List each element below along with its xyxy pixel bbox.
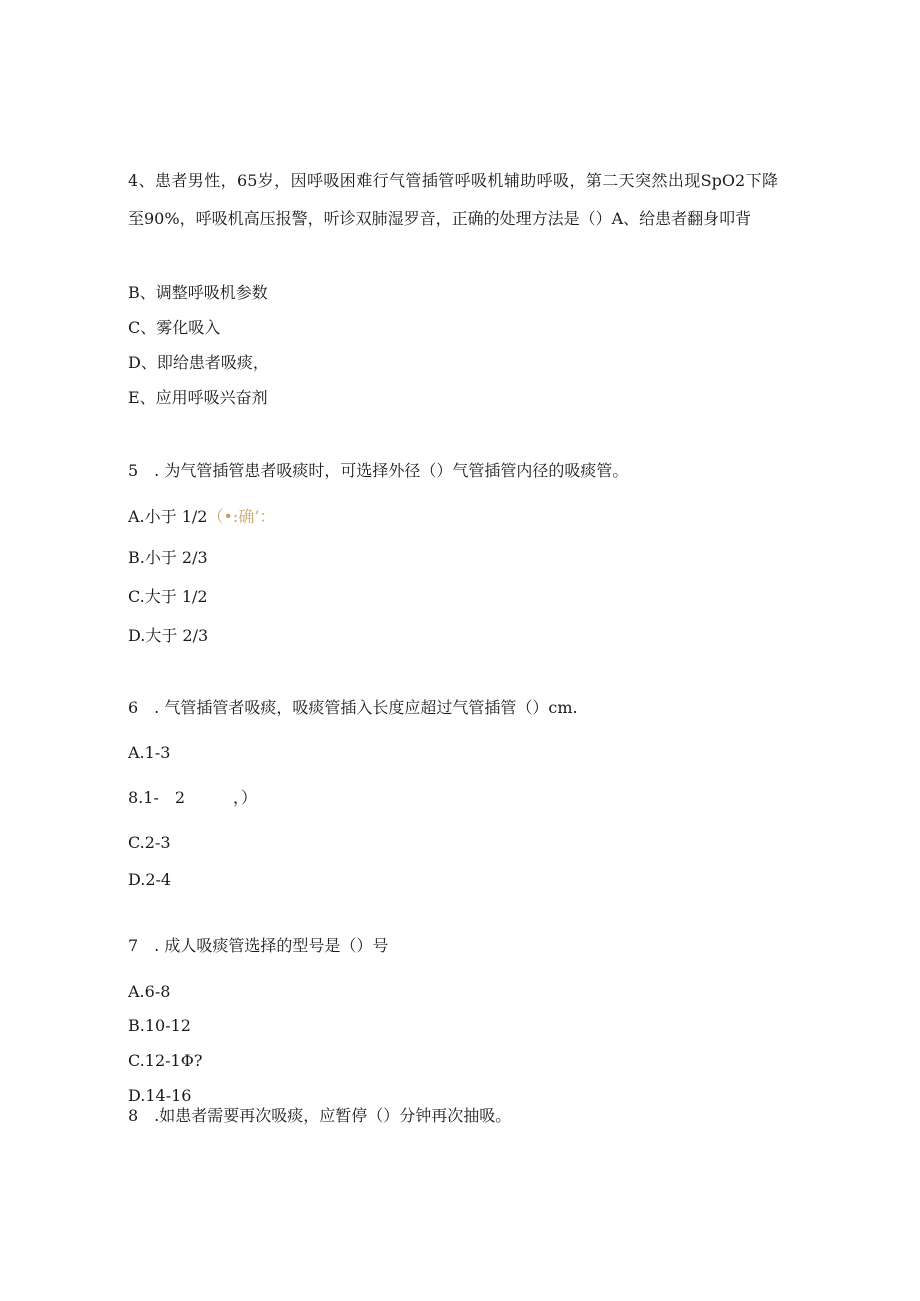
question-7-stem: 7 . 成人吸痰管选择的型号是（）号 [128,936,389,955]
question-7-option-b: B.10-12 [128,1016,191,1035]
question-4-option-c: C、雾化吸入 [128,318,221,337]
question-5-option-a [128,507,275,527]
question-5-option-c: C.大于 1/2 [128,587,208,606]
question-4-option-e: E、应用呼吸兴奋剂 [128,388,268,407]
question-6-option-c: C.2-3 [128,833,171,852]
question-7-option-a: A.6-8 [128,982,171,1001]
question-6-option-d: D.2-4 [128,870,172,889]
question-5-option-d: D.大于 2/3 [128,626,209,645]
question-6-stem: 6 . 气管插管者吸痰，吸痰管插入长度应超过气管插管（）cm. [128,698,578,717]
question-6-option-b: 8.1- 2 ，） [128,788,258,807]
question-6-option-a: A.1-3 [128,743,171,762]
question-4-stem: 4、患者男性，65岁，因呼吸困难行气管插管呼吸机辅助呼吸，第二天突然出现SpO2下降至90%，呼吸机高压报警，听诊双肺湿罗音，正确的处理方法是（）A、给患者翻身叩背 [128,171,778,228]
question-4-option-d: D、即给患者吸痰， [128,353,269,372]
question-7-option-d: D.14-16 [128,1086,192,1105]
question-5-option-a-text: A.小于 1/2 [128,507,208,526]
question-8-stem: 8 .如患者需要再次吸痰，应暂停（）分钟再次抽吸。 [128,1106,512,1125]
question-5-option-b: B.小于 2/3 [128,548,208,567]
question-5-stem: 5 . 为气管插管患者吸痰时，可选择外径（）气管插管内径的吸痰管。 [128,461,629,480]
question-5-answer-mark: （•:确’： [207,507,276,526]
question-4-option-b: B、调整呼吸机参数 [128,283,268,302]
question-7-option-c: C.12-1Φ? [128,1051,203,1070]
